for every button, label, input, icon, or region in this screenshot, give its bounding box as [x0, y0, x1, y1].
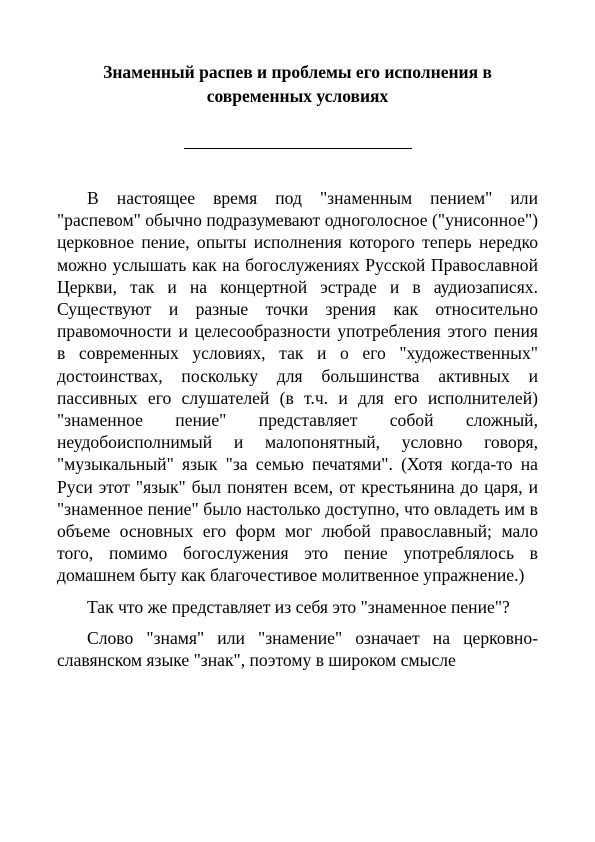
paragraph-3: Слово "знамя" или "знамение" означает на церковно-славянском языке "знак", поэтому в широком смысле	[57, 627, 538, 671]
title-divider	[184, 148, 412, 149]
paragraph-1: В настоящее время под "знаменным пением" или "распевом" обычно подразумевают одноголосное ("унисонное") церковное пение, опыты исполнения которого теперь нередко можно услышать как на богослужениях Русской Православной Церкви, так и на концертной эстраде и в аудиозаписях. Существуют и разные точки зрения как относительно правомочности и целесообразности употребления этого пения в современных условиях, так и о его "художественных" достоинствах, поскольку для большинства активных и пассивных его слушателей (в т.ч. и для его исполнителей) "знаменное пение" представляет собой сложный, неудобоисполнимый и малопонятный, условно говоря, "музыкальный" язык "за семью печатями". (Хотя когда-то на Руси этот "язык" был понятен всем, от крестьянина до царя, и "знаменное пение" было настолько доступно, что овладеть им в объеме основных его форм мог любой православный; мало того, помимо богослужения это пение употреблялось в домашнем быту как благочестивое молитвенное упражнение.)	[57, 188, 538, 586]
document-title	[57, 60, 538, 108]
title-line-1: Знаменный распев и проблемы его исполнения в	[103, 62, 492, 82]
title-line-2: современных условиях	[206, 86, 389, 106]
paragraph-2: Так что же представляет из себя это "знаменное пение"?	[87, 596, 510, 617]
